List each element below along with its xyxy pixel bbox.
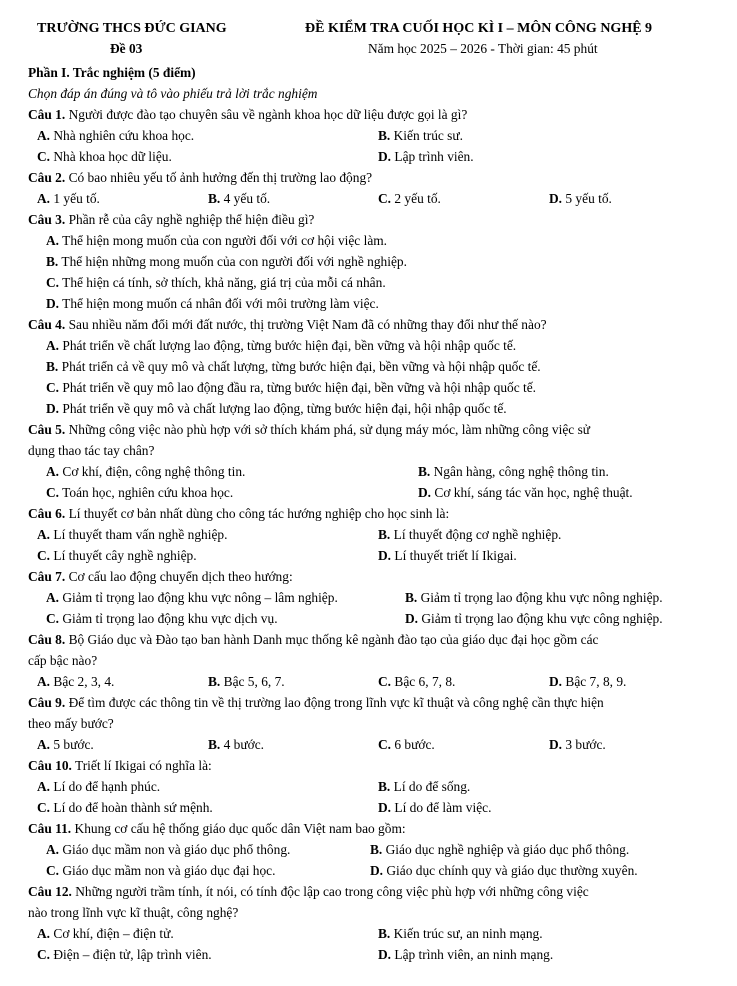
option-key: D.: [418, 485, 432, 500]
option-text: Lí do để hoàn thành sứ mệnh.: [53, 800, 213, 815]
option[interactable]: [549, 189, 612, 209]
option-key: C.: [378, 674, 392, 689]
option-key: B.: [378, 128, 391, 143]
option-text: Kiến trúc sư, an ninh mạng.: [393, 926, 543, 941]
question-label: Câu 12.: [28, 884, 72, 899]
question-text: Phần rễ của cây nghề nghiệp thể hiện điều gì?: [68, 212, 315, 227]
option-key: D.: [549, 737, 563, 752]
question-text-continued: theo mấy bước?: [28, 716, 114, 731]
option[interactable]: [378, 945, 553, 965]
option[interactable]: [378, 672, 455, 692]
question-stem: [28, 693, 604, 713]
question-label: Câu 1.: [28, 107, 66, 122]
option-key: A.: [37, 737, 51, 752]
option-text: Lập trình viên.: [394, 149, 474, 164]
question-text-continued: cấp bậc nào?: [28, 653, 98, 668]
option-key: B.: [378, 926, 391, 941]
option-text: Lập trình viên, an ninh mạng.: [394, 947, 554, 962]
question-label: Câu 11.: [28, 821, 72, 836]
question-stem: [28, 210, 314, 230]
option[interactable]: [378, 126, 463, 146]
option-key: D.: [370, 863, 384, 878]
option[interactable]: [46, 399, 507, 419]
option-text: Phát triển về chất lượng lao động, từng bước hiện đại, bền vững và hội nhập quốc tế.: [62, 338, 517, 353]
option[interactable]: [46, 231, 387, 251]
option-key: C.: [46, 275, 60, 290]
question-text: Khung cơ cấu hệ thống giáo dục quốc dân Việt nam bao gồm:: [74, 821, 406, 836]
option-key: A.: [37, 674, 51, 689]
option[interactable]: [46, 840, 290, 860]
question-label: Câu 7.: [28, 569, 66, 584]
option-text: Kiến trúc sư.: [393, 128, 463, 143]
option-key: D.: [549, 191, 563, 206]
option-text: 6 bước.: [394, 737, 435, 752]
question-label: Câu 5.: [28, 422, 66, 437]
option-key: D.: [405, 611, 419, 626]
option[interactable]: [46, 294, 379, 314]
option-key: D.: [378, 947, 392, 962]
option-text: 4 bước.: [223, 737, 265, 752]
option-key: B.: [208, 737, 221, 752]
option[interactable]: [37, 735, 94, 755]
option-key: C.: [46, 863, 60, 878]
option-key: B.: [46, 254, 59, 269]
option-text: Cơ khí, điện – điện tử.: [53, 926, 174, 941]
option[interactable]: [378, 525, 561, 545]
option[interactable]: [378, 798, 491, 818]
option-key: A.: [37, 128, 51, 143]
option-key: C.: [37, 149, 51, 164]
option[interactable]: [46, 378, 536, 398]
option-text: Cơ khí, điện, công nghệ thông tin.: [62, 464, 246, 479]
option-key: D.: [46, 296, 60, 311]
option-key: C.: [37, 947, 51, 962]
option-text: Thể hiện cá tính, sở thích, khả năng, giá trị của mỗi cá nhân.: [62, 275, 386, 290]
question-text-continued: dụng thao tác tay chân?: [28, 443, 155, 458]
option-text: 4 yếu tố.: [223, 191, 271, 206]
option-key: D.: [46, 401, 60, 416]
option-text: Ngân hàng, công nghệ thông tin.: [433, 464, 609, 479]
option[interactable]: [37, 672, 114, 692]
option-key: C.: [37, 800, 51, 815]
option[interactable]: [37, 126, 194, 146]
option-text: Thể hiện mong muốn cá nhân đối với môi trường làm việc.: [62, 296, 379, 311]
option-key: B.: [378, 527, 391, 542]
option-text: Thể hiện những mong muốn của con người đối với nghề nghiệp.: [61, 254, 407, 269]
question-text: Những công việc nào phù hợp với sở thích khám phá, sử dụng máy móc, làm những công việc sử: [68, 422, 591, 437]
question-label: Câu 3.: [28, 212, 66, 227]
option-key: A.: [46, 842, 60, 857]
option-text: Bậc 6, 7, 8.: [394, 674, 456, 689]
option[interactable]: [46, 462, 245, 482]
option[interactable]: [46, 483, 233, 503]
option[interactable]: [46, 252, 407, 272]
exam-year-time: Năm học 2025 – 2026 - Thời gian: 45 phút: [368, 41, 598, 56]
option[interactable]: [549, 672, 626, 692]
option-text: 1 yếu tố.: [53, 191, 100, 206]
option-key: A.: [37, 527, 51, 542]
option-text: 5 bước.: [53, 737, 94, 752]
option-key: B.: [208, 191, 221, 206]
option-text: Giảm tỉ trọng lao động khu vực công nghiệp.: [421, 611, 663, 626]
option[interactable]: [37, 546, 197, 566]
question-text: Cơ cấu lao động chuyển dịch theo hướng:: [68, 569, 293, 584]
question-text: Bộ Giáo dục và Đào tạo ban hành Danh mục thống kê ngành đào tạo của giáo dục đại học gồm các: [68, 632, 599, 647]
option-text: 5 yếu tố.: [565, 191, 612, 206]
option-text: Phát triển về quy mô và chất lượng lao động, từng bước hiện đại, hội nhập quốc tế.: [62, 401, 507, 416]
option-key: C.: [46, 611, 60, 626]
option[interactable]: [418, 462, 609, 482]
option-text: Giảm tỉ trọng lao động khu vực nông – lâm nghiệp.: [62, 590, 338, 605]
option-key: A.: [46, 590, 60, 605]
option-key: B.: [208, 674, 221, 689]
exam-code: Đề 03: [110, 41, 143, 56]
option[interactable]: [378, 189, 441, 209]
question-stem: [28, 420, 590, 440]
option[interactable]: [46, 609, 278, 629]
option-text: Lí do để làm việc.: [394, 800, 492, 815]
option[interactable]: [37, 945, 212, 965]
option[interactable]: [46, 588, 338, 608]
question-label: Câu 9.: [28, 695, 66, 710]
question-label: Câu 8.: [28, 632, 66, 647]
option-key: B.: [370, 842, 383, 857]
option-key: B.: [378, 779, 391, 794]
question-stem: [28, 168, 372, 188]
option-key: D.: [378, 800, 392, 815]
option[interactable]: [46, 861, 275, 881]
option[interactable]: [378, 147, 474, 167]
option-key: A.: [46, 233, 60, 248]
option-text: Điện – điện tử, lập trình viên.: [53, 947, 212, 962]
option[interactable]: [378, 546, 517, 566]
question-text: Người được đào tạo chuyên sâu về ngành khoa học dữ liệu được gọi là gì?: [68, 107, 468, 122]
option[interactable]: [370, 861, 638, 881]
option-text: Bậc 5, 6, 7.: [223, 674, 285, 689]
question-stem: [28, 315, 547, 335]
option[interactable]: [37, 798, 213, 818]
option-key: A.: [37, 926, 51, 941]
option[interactable]: [405, 588, 663, 608]
option-text: Phát triển về quy mô lao động đầu ra, từng bước hiện đại, bền vững và hội nhập quốc tế.: [62, 380, 537, 395]
option-key: C.: [46, 380, 60, 395]
question-text: Những người trầm tính, ít nói, có tính độc lập cao trong công việc phù hợp với những công việc: [75, 884, 589, 899]
question-stem: [28, 819, 406, 839]
option-key: A.: [46, 338, 60, 353]
option-text: Lí do để hạnh phúc.: [53, 779, 161, 794]
option-key: A.: [37, 191, 51, 206]
option-text: Lí thuyết tham vấn nghề nghiệp.: [53, 527, 228, 542]
option-text: Lí thuyết cây nghề nghiệp.: [53, 548, 197, 563]
option[interactable]: [37, 525, 227, 545]
question-stem: [28, 756, 212, 776]
question-stem: [28, 630, 598, 650]
option[interactable]: [418, 483, 633, 503]
question-stem: [28, 105, 467, 125]
question-label: Câu 10.: [28, 758, 72, 773]
question-stem: [28, 882, 589, 902]
option-key: D.: [378, 548, 392, 563]
option[interactable]: [405, 609, 663, 629]
question-label: Câu 4.: [28, 317, 66, 332]
option-key: A.: [37, 779, 51, 794]
option[interactable]: [378, 735, 435, 755]
option-key: C.: [46, 485, 60, 500]
option-text: Giáo dục nghề nghiệp và giáo dục phổ thông.: [385, 842, 630, 857]
option-text: Bậc 2, 3, 4.: [53, 674, 115, 689]
option-key: C.: [378, 737, 392, 752]
option-text: Phát triển cả về quy mô và chất lượng, từng bước hiện đại, bền vững và hội nhập quốc tế.: [61, 359, 541, 374]
option[interactable]: [37, 924, 174, 944]
question-text: Để tìm được các thông tin về thị trường lao động trong lĩnh vực kĩ thuật và công nghệ cần thực hiện: [68, 695, 604, 710]
option-text: Bậc 7, 8, 9.: [565, 674, 627, 689]
option[interactable]: [37, 189, 100, 209]
section-instruction: Chọn đáp án đúng và tô vào phiếu trả lời trắc nghiệm: [28, 86, 318, 101]
question-text: Lí thuyết cơ bản nhất dùng cho công tác hướng nghiệp cho học sinh là:: [68, 506, 450, 521]
option-key: B.: [46, 359, 59, 374]
option-text: Giảm tỉ trọng lao động khu vực dịch vụ.: [62, 611, 278, 626]
exam-title: ĐỀ KIỂM TRA CUỐI HỌC KÌ I – MÔN CÔNG NGHỆ 9: [305, 21, 653, 36]
option-key: D.: [549, 674, 563, 689]
option-text: 3 bước.: [565, 737, 606, 752]
option[interactable]: [378, 924, 543, 944]
option[interactable]: [378, 777, 470, 797]
school-name: TRƯỜNG THCS ĐỨC GIANG: [37, 21, 227, 36]
option-key: B.: [418, 464, 431, 479]
question-text-continued: nào trong lĩnh vực kĩ thuật, công nghệ?: [28, 905, 239, 920]
option[interactable]: [37, 777, 160, 797]
option[interactable]: [46, 357, 541, 377]
question-stem: [28, 504, 449, 524]
section-title: Phần I. Trắc nghiệm (5 điểm): [28, 65, 196, 80]
option-text: Nhà nghiên cứu khoa học.: [53, 128, 195, 143]
option[interactable]: [46, 336, 516, 356]
option-text: Giáo dục chính quy và giáo dục thường xuyên.: [386, 863, 638, 878]
question-text: Có bao nhiêu yếu tố ảnh hưởng đến thị trường lao động?: [68, 170, 373, 185]
option[interactable]: [37, 147, 172, 167]
option-key: C.: [37, 548, 51, 563]
option-text: Giáo dục mầm non và giáo dục phổ thông.: [62, 842, 291, 857]
question-text: Sau nhiều năm đổi mới đất nước, thị trường Việt Nam đã có những thay đổi như thế nào?: [68, 317, 547, 332]
question-text: Triết lí Ikigai có nghĩa là:: [75, 758, 212, 773]
question-label: Câu 6.: [28, 506, 66, 521]
option-text: Toán học, nghiên cứu khoa học.: [62, 485, 234, 500]
option-text: Nhà khoa học dữ liệu.: [53, 149, 172, 164]
option-text: Cơ khí, sáng tác văn học, nghệ thuật.: [434, 485, 633, 500]
option-text: 2 yếu tố.: [394, 191, 441, 206]
option[interactable]: [46, 273, 386, 293]
option-text: Lí thuyết động cơ nghề nghiệp.: [393, 527, 562, 542]
option-key: D.: [378, 149, 392, 164]
question-label: Câu 2.: [28, 170, 66, 185]
option-key: B.: [405, 590, 418, 605]
option[interactable]: [549, 735, 606, 755]
option-text: Giảm tỉ trọng lao động khu vực nông nghiệp.: [420, 590, 663, 605]
option-text: Thể hiện mong muốn của con người đối với cơ hội việc làm.: [62, 233, 388, 248]
option[interactable]: [208, 672, 285, 692]
question-stem: [28, 567, 293, 587]
option-text: Lí do để sống.: [393, 779, 471, 794]
option[interactable]: [208, 735, 264, 755]
option-key: A.: [46, 464, 60, 479]
option-key: C.: [378, 191, 392, 206]
option[interactable]: [370, 840, 629, 860]
option-text: Lí thuyết triết lí Ikigai.: [394, 548, 517, 563]
option[interactable]: [208, 189, 270, 209]
option-text: Giáo dục mầm non và giáo dục đại học.: [62, 863, 276, 878]
